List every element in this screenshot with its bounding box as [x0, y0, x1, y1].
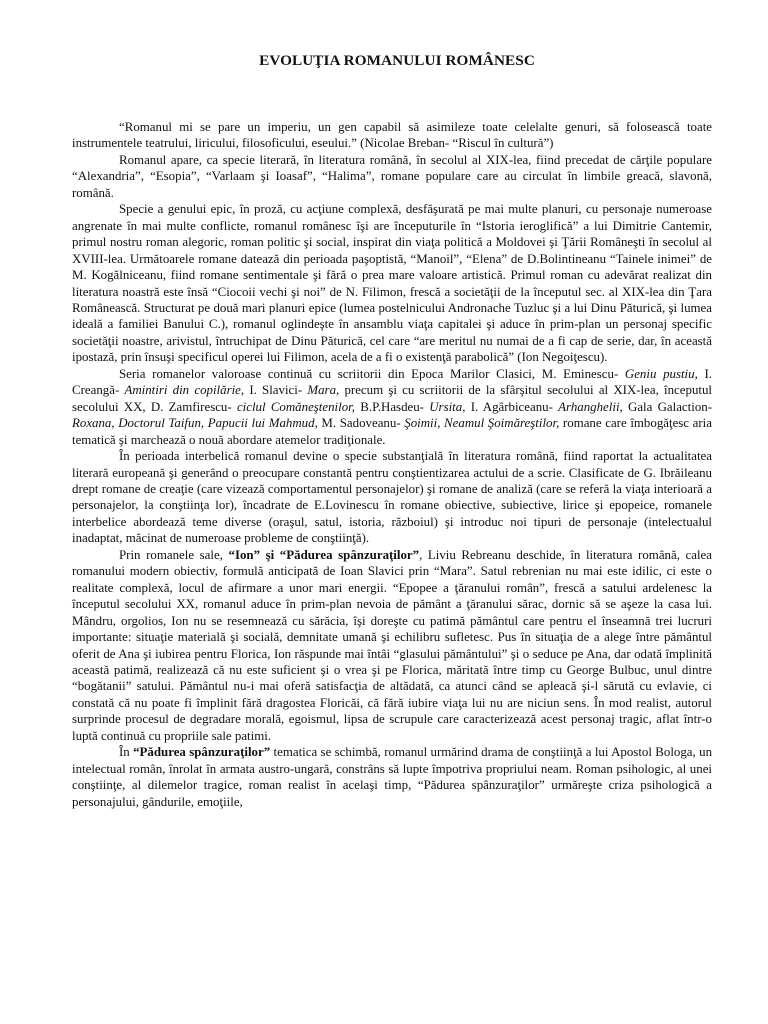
bold-title: “Pădurea spânzuraţilor”	[133, 745, 271, 760]
paragraph-beginnings: Specie a genului epic, în proză, cu acţiune complexă, desfăşurată pe mai multe planuri, cu personaje numeroase angrenate în mai multe conflicte, romanul românesc îşi are începuturile în “Istoria ieroglifică” a lui Dimitrie Cantemir, primul nostru roman alegoric, roman politic şi social, inspirat din viaţa politică a Moldovei şi Ţării Româneşti în secolul al XVIII-lea. Următoarele romane datează din perioada paşoptistă, “Manoil”, “Elena” de D.Bolintineanu “Tainele inimei” de M. Kogălniceanu, fiind romane sentimentale şi fără o prea mare valoare artistică. Primul roman cu adevărat realizat din literatura noastră este însă “Ciocoii vechi şi noi” de N. Filimon, frescă a societăţii de la începutul sec. al XIX-lea din Ţara Românească. Structurat pe două mari planuri epice (lumea postelnicului Andronache Tuzluc şi a lui Dinu Păturică, şi lumea ideală a familiei Banului C.), romanul oglindeşte în ansamblu viaţa capitalei şi aduce în prim-plan un personaj specific societăţii noastre, arivistul, întruchipat de Dinu Păturică, cel care “are meritul nu numai de a fi cap de serie, dar, în această ipostază, prin însuşi specificul operei lui Filimon, acela de a fi o existenţă parabolică” (Ion Negoiţescu).	[72, 202, 712, 365]
italic-title: Roxana, Doctorul Taifun, Papucii lui Mahmud,	[72, 416, 318, 431]
bold-title: “Ion” şi “Pădurea spânzuraţilor”	[228, 547, 420, 562]
italic-title: Mara,	[307, 383, 340, 398]
text-run: tematica se schimbă, romanul urmărind drama de conştiinţă a lui Apostol Bologa, un intelectual român, înrolat în armata austro-ungară, constrâns să lupte împotriva propriului neam. Roman psihologic, al unei conştiinţe, al dilemelor tragice, roman realist în acelaşi timp, “Pădurea spânzuraţilor” urmăreşte criza psihologică a personajului, gândurile, emoţiile,	[72, 745, 713, 809]
italic-title: Arhanghelii,	[558, 399, 623, 414]
text-run: Prin romanele sale,	[119, 547, 229, 562]
document-title: EVOLUŢIA ROMANULUI ROMÂNESC	[259, 52, 535, 69]
paragraph-interwar: În perioada interbelică romanul devine o specie substanţială în literatura română, fiind raportat la actualitatea literară europeană şi generând o preocupare constantă pentru conştientizarea actului de a scrie. Clasificate de G. Ibrăileanu drept romane de creaţie (care vizează comportamentul personajelor) şi romane de analiză (care se referă la viaţa interioară a personajelor, la conştiinţa lor), încadrate de E.Lovinescu în romane obiective, subiective, lirice şi epopeice, romanele interbelice abordează teme diverse (oraşul, satul, istoria, războiul) şi introduc noi tipuri de personaje (intelectualul inadaptat, măcinat de numeroase probleme de conştiinţă).	[72, 449, 712, 546]
text-run: precum şi cu scriitorii de la sfârşitul secolului al XIX-lea, începutul secolului XX, D. Zamfirescu-	[72, 383, 712, 414]
italic-title: ciclul Comăneştenilor,	[236, 399, 355, 414]
text-run: I. Creangă-	[72, 366, 712, 398]
text-run: , Liviu Rebreanu deschide, în literatura română, calea romanului modern obiectiv, formulă anticipată de Ioan Slavici prin “Mara”. Satul rebrenian nu mai este idilic, ci este o realitate complexă, locul de afirmare a unor mari energii. “Epopee a ţăranului român”, frescă a satului ardelenesc la începutul secolului XX, romanul aduce în prim-plan nevoia de pământ a ţăranului sărac, dornic să se aşeze la casa lui. Mândru, orgolios, Ion nu se resemnează cu sărăcia, îşi doreşte cu patimă pământul care pentru el înseamnă trei lucruri importante: situaţie materială şi socială, demnitate umană şi echilibru sufletesc. Pus în situaţia de a alege între pământul oferit de Ana şi iubirea pentru Florica, Ion răspunde mai întâi “glasului pământului” şi o seduce pe Ana, dar odată împlinită această patimă, realizează că nu este suficient şi o vrea şi pe Florica, măritată între timp cu George Bulbuc, unul dintre “bogătanii” satului. Pământul nu-i mai oferă satisfacţia de altădată, ca atunci când se apleacă şi-l sărută cu evlavie, ci constată că nu poate fi împlinit fără dragostea Floricăi, că fără iubire viaţa lui nu are niciun sens. În mod realist, autorul surprinde procesul de degradare morală, egoismul, lipsa de scrupule care caracterizează acest personaj tragic, aflat într-o luptă continuă cu propriile sale patimi.	[72, 547, 712, 743]
paragraph-quote-breban: “Romanul mi se pare un imperiu, un gen capabil să asimileze toate celelalte genuri, să folosească toate instrumentele teatrului, liricului, filosoficului, eseului.” (Nicolae Breban- “Riscul în cultură”)	[72, 120, 712, 151]
paragraph-padurea	[72, 744, 712, 810]
text-run: romane care îmbogăţesc aria tematică şi marchează o nouă abordare atemelor tradiţionale.	[72, 416, 712, 447]
text-run: I. Slavici-	[244, 383, 308, 398]
italic-title: Ursita,	[429, 399, 466, 414]
text-run: M. Sadoveanu-	[317, 416, 405, 431]
text-run: În	[119, 745, 134, 760]
italic-title: Geniu pustiu,	[624, 366, 698, 381]
italic-title: Şoimii, Neamul Şoimăreştilor,	[404, 416, 560, 431]
italic-title: Amintiri din copilărie,	[124, 383, 245, 398]
paragraph-rebreanu-ion	[72, 547, 712, 744]
paragraph-classics	[72, 366, 712, 448]
text-run: B.P.Hasdeu-	[354, 399, 430, 414]
text-run: I. Agârbiceanu-	[465, 399, 559, 414]
text-run: Seria romanelor valoroase continuă cu scriitorii din Epoca Marilor Clasici, M. Eminescu-	[119, 366, 625, 381]
paragraph-origins: Romanul apare, ca specie literară, în literatura română, în secolul al XIX-lea, fiind precedat de cărţile populare “Alexandria”, “Esopia”, “Varlaam şi Ioasaf”, “Halima”, romane populare care au circulat în limbile greacă, slavonă, română.	[72, 152, 712, 200]
text-run: Gala Galaction-	[622, 399, 713, 414]
